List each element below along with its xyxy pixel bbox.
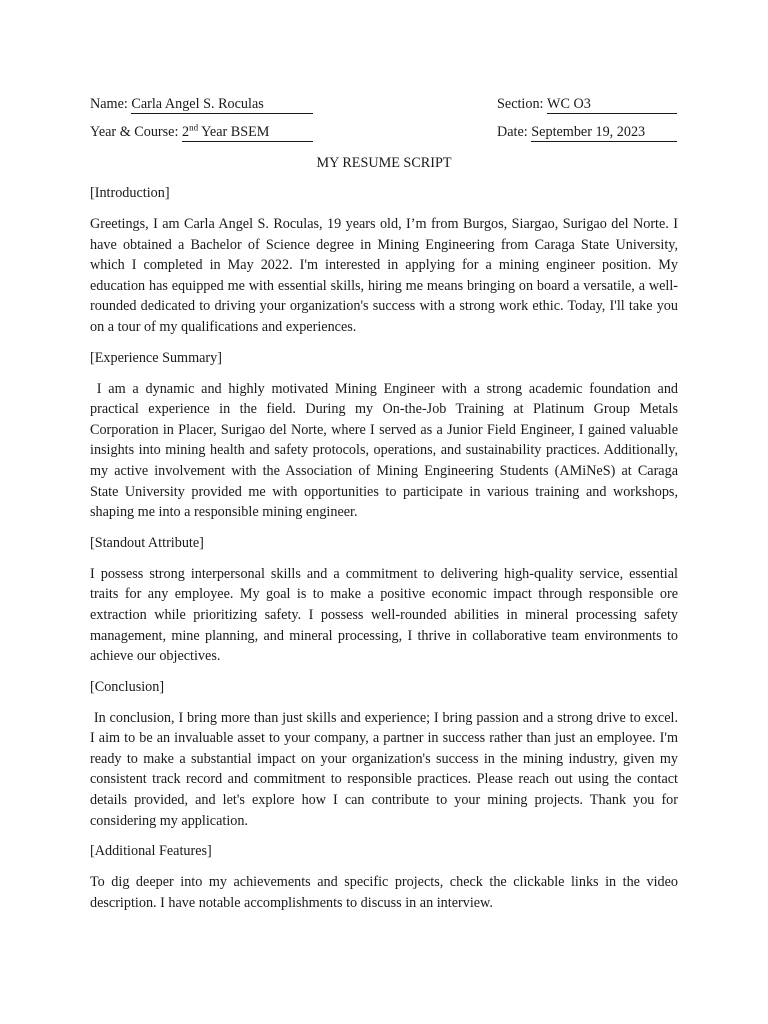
date-field	[497, 122, 678, 142]
name-field	[90, 94, 313, 114]
date-value: September 19, 2023	[531, 124, 677, 142]
section-body-standout-attribute: I possess strong interpersonal skills and a commitment to delivering high-quality service, essential traits for any employee. My goal is to make a positive economic impact through responsible ore extraction while prioritizing safety. I possess well-rounded abilities in mineral processing safety management, mine planning, and mineral processing, I thrive in collaborative team environments to achieve our objectives.	[90, 565, 678, 665]
section-field	[497, 94, 678, 114]
section-value: WC O3	[547, 96, 677, 114]
section-label: Section:	[497, 96, 548, 112]
section-heading-introduction: [Introduction]	[90, 185, 170, 201]
course-field	[90, 122, 313, 142]
header-row-1	[90, 94, 678, 122]
section-body-additional-features: To dig deeper into my achievements and specific projects, check the clickable links in the video description. I have notable accomplishments to discuss in an interview.	[90, 874, 678, 911]
course-year-number: 2	[181, 124, 190, 140]
section-body-experience-summary: I am a dynamic and highly motivated Mining Engineer with a strong academic foundation and practical experience in the field. During my On-the-Job Training at Platinum Group Metals Corporation in Placer, Surigao del Norte, where I served as a Junior Field Engineer, I gained valuable insights into mining health and safety protocols, operations, and sustainability practices. Additionally, my active involvement with the Association of Mining Engineering Students (AMiNeS) at Caraga State University provided me with opportunities to participate in various training and workshops, shaping me into a responsible mining engineer.	[90, 380, 682, 521]
course-label: Year & Course:	[90, 124, 182, 140]
course-year-ordinal: nd	[189, 122, 199, 133]
resume-page	[90, 94, 682, 923]
section-heading-additional-features: [Additional Features]	[90, 843, 212, 860]
name-label: Name:	[90, 96, 132, 112]
section-body-introduction: Greetings, I am Carla Angel S. Roculas, 19 years old, I’m from Burgos, Siargao, Surigao del Norte. I have obtained a Bachelor of Science degree in Mining Engineering from Caraga State University, which I completed in May 2022. I'm interested in applying for a mining engineer position. My education has equipped me with essential skills, hiring me means bringing on board a versatile, a well-rounded dedicated to driving your organization's success with a strong work ethic. Today, I'll take you on a tour of my qualifications and experiences.	[90, 216, 678, 335]
document-title: MY RESUME SCRIPT	[316, 155, 452, 171]
course-year-rest: Year BSEM	[198, 124, 270, 140]
name-value: Carla Angel S. Roculas	[131, 96, 313, 114]
section-heading-experience-summary: [Experience Summary]	[90, 349, 222, 366]
course-value	[182, 124, 313, 142]
date-label: Date:	[497, 124, 532, 140]
section-heading-standout-attribute: [Standout Attribute]	[90, 534, 204, 551]
section-body-conclusion: In conclusion, I bring more than just skills and experience; I bring passion and a strong drive to excel. I aim to be an invaluable asset to your company, a partner in success rather than just an employee. I'm ready to make a substantial impact on your organization's success in the mining industry, given my consistent track record and commitment to responsible practices. Please reach out using the contact details provided, and let's explore how I can contribute to your mining projects. Thank you for considering my application.	[90, 709, 682, 829]
section-heading-conclusion: [Conclusion]	[90, 678, 165, 695]
header-row-2	[90, 122, 678, 150]
